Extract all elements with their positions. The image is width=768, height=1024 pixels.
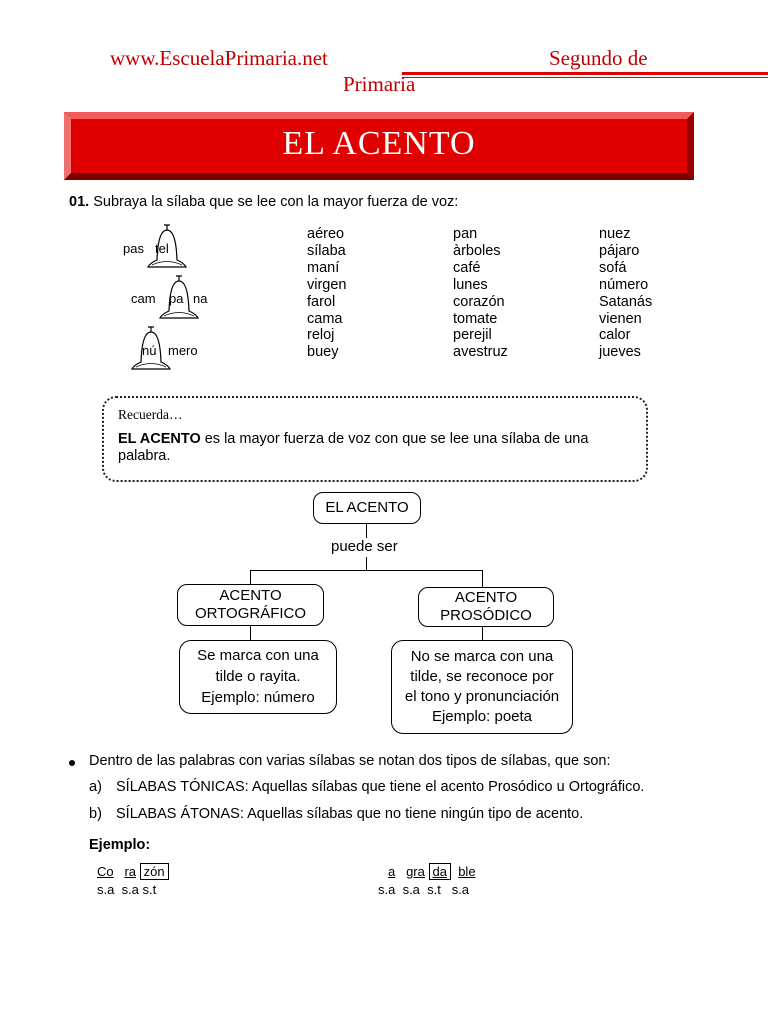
diagram-connector-label: puede ser xyxy=(331,538,398,555)
exercise-number: 01. xyxy=(69,194,90,210)
bell-syllable-before: cam xyxy=(131,291,156,306)
connector-line xyxy=(366,557,367,570)
word-column-3 xyxy=(599,226,652,361)
syllable: ble xyxy=(458,864,476,879)
connector-line xyxy=(482,570,483,587)
syllable: ra xyxy=(124,864,137,879)
site-url: www.EscuelaPrimaria.net xyxy=(110,46,328,70)
word: jueves xyxy=(599,344,641,361)
word: buey xyxy=(307,344,339,361)
syllable: a xyxy=(388,864,396,879)
list-marker-a: a) xyxy=(89,779,102,795)
word: lunes xyxy=(453,276,488,293)
left-description-line1: Se marca con una xyxy=(197,647,319,664)
bullet-icon xyxy=(69,760,75,766)
left-description-line3: Ejemplo: número xyxy=(201,689,315,706)
tonic-definition: SÍLABAS TÓNICAS: Aquellas sílabas que tiene el acento Prosódico u Ortográfico. xyxy=(116,779,645,795)
word: maní xyxy=(307,259,340,276)
right-description-line3: el tono y pronunciación xyxy=(404,688,560,705)
right-description-line2: tilde, se reconoce por xyxy=(410,668,554,685)
example-labels-agradable: s.a s.a s.t s.a xyxy=(378,882,470,897)
connector-line xyxy=(250,570,251,584)
word: pájaro xyxy=(599,242,640,259)
grade-label-line1: Segundo de xyxy=(549,46,648,70)
connector-line xyxy=(366,524,367,538)
word: Satanás xyxy=(599,293,653,310)
right-category-title-1: ACENTO xyxy=(454,589,518,606)
syllable: gra xyxy=(406,864,425,879)
list-marker-b: b) xyxy=(89,806,102,822)
grade-label-line2: Primaria xyxy=(343,72,416,96)
diagram-root-label: EL ACENTO xyxy=(325,499,409,516)
word: virgen xyxy=(307,276,347,293)
bell-syllable-before: pas xyxy=(123,241,144,256)
word: pan xyxy=(453,226,478,242)
header-rule-top xyxy=(402,72,768,75)
exercise-text: Subraya la sílaba que se lee con la mayor fuerza de voz: xyxy=(93,194,459,210)
right-category-title-2: PROSÓDICO xyxy=(440,607,532,624)
bell-syllable-stressed: nú xyxy=(142,343,157,358)
word: reloj xyxy=(307,327,335,344)
syllables-intro: Dentro de las palabras con varias sílabas se notan dos tipos de sílabas, que son: xyxy=(89,753,611,769)
connector-line xyxy=(250,626,251,640)
example-word-agradable xyxy=(388,864,476,879)
stressed-syllable: zón xyxy=(140,863,169,880)
example-word-corazon xyxy=(97,864,169,879)
reminder-term: EL ACENTO xyxy=(118,431,201,447)
reminder-line2: palabra. xyxy=(118,448,171,464)
word: sílaba xyxy=(307,242,346,259)
word: àrboles xyxy=(453,242,501,259)
exercise-instruction xyxy=(69,194,458,210)
word: corazón xyxy=(453,293,505,310)
word: farol xyxy=(307,293,336,310)
bell-syllable-after: mero xyxy=(168,343,198,358)
left-category-box xyxy=(177,584,324,626)
connector-line xyxy=(482,627,483,640)
right-description-line4: Ejemplo: poeta xyxy=(431,708,533,725)
right-category-box xyxy=(418,587,554,627)
example-labels-corazon: s.a s.a s.t xyxy=(97,882,157,897)
title-banner xyxy=(64,112,694,180)
word: avestruz xyxy=(453,344,508,361)
word: vienen xyxy=(599,310,642,327)
word: tomate xyxy=(453,310,498,327)
bell-syllable-after: na xyxy=(193,291,208,306)
word: nuez xyxy=(599,226,631,242)
word: calor xyxy=(599,327,631,344)
stressed-syllable: da xyxy=(429,863,451,880)
word: número xyxy=(599,276,649,293)
left-category-title-1: ACENTO xyxy=(219,587,282,604)
reminder-box xyxy=(102,396,648,482)
right-description-line1: No se marca con una xyxy=(410,648,554,665)
reminder-line1 xyxy=(118,431,588,447)
left-description-line2: tilde o rayita. xyxy=(215,668,301,685)
bell-syllable-stressed: tel xyxy=(155,241,169,256)
right-description-box xyxy=(391,640,573,734)
left-category-title-2: ORTOGRÁFICO xyxy=(194,605,307,622)
word: aéreo xyxy=(307,226,345,242)
word-column-2 xyxy=(453,226,508,361)
bell-syllable-stressed: pa xyxy=(169,291,184,306)
word: perejil xyxy=(453,327,492,344)
example-label: Ejemplo: xyxy=(89,837,151,853)
header-rule-bottom xyxy=(402,77,768,78)
syllable: Co xyxy=(97,864,114,879)
page-title: EL ACENTO xyxy=(282,125,476,162)
word: cama xyxy=(307,310,343,327)
diagram-root-box xyxy=(313,492,421,524)
word: sofá xyxy=(599,259,627,276)
left-description-box xyxy=(179,640,337,714)
connector-line xyxy=(250,570,483,571)
reminder-label: Recuerda… xyxy=(118,407,183,422)
word: café xyxy=(453,259,481,276)
atonic-definition: SÍLABAS ÁTONAS: Aquellas sílabas que no tiene ningún tipo de acento. xyxy=(116,806,584,822)
reminder-definition: es la mayor fuerza de voz con que se lee una sílaba de una xyxy=(200,431,589,447)
word-column-1 xyxy=(307,226,347,361)
